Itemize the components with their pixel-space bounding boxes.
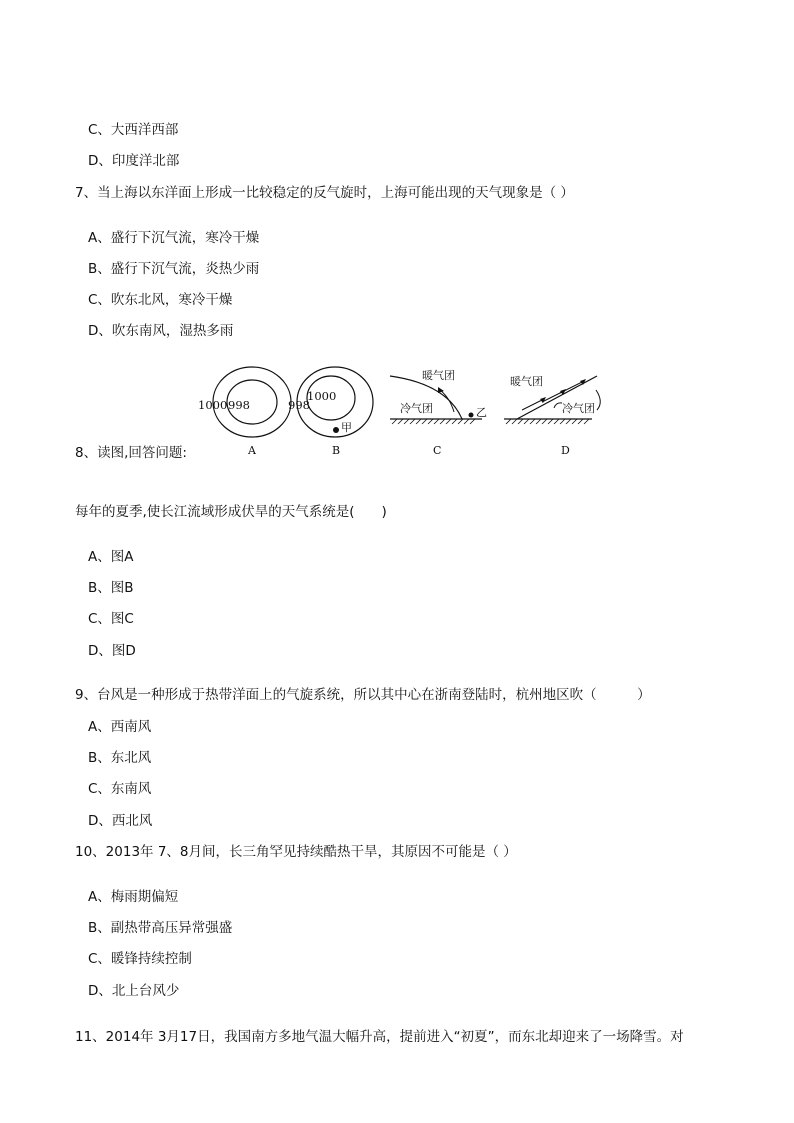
point-jia-dot	[333, 427, 339, 433]
warm-air-arrow-c	[440, 390, 454, 412]
q11-stem: 11、2014年 3月17日，我国南方多地气温大幅升高，提前进入“初夏”，而东北却迎来了一场降雪。对	[75, 1029, 684, 1045]
cold-air-arrow-d-left	[554, 403, 562, 408]
figure-a-label: A	[248, 444, 256, 457]
warm-air-mass-c: 暖气团	[422, 369, 455, 382]
q10-stem: 10、2013年 7、8月间，长三角罕见持续酷热干旱，其原因不可能是（ ）	[75, 844, 517, 860]
q6-option-d: D、印度洋北部	[88, 153, 180, 169]
q7-option-b: B、盛行下沉气流，炎热少雨	[88, 261, 260, 277]
weather-systems-diagram	[192, 362, 622, 462]
q9-option-c: C、东南风	[88, 781, 152, 797]
q9-option-b: B、东北风	[88, 750, 152, 766]
point-yi-dot	[469, 413, 474, 418]
warm-air-arrow-d3	[560, 381, 584, 393]
q9-option-d: D、西北风	[88, 813, 153, 829]
q10-option-a: A、梅雨期偏短	[88, 889, 179, 905]
q8-option-c: C、图C	[88, 611, 134, 627]
figure-a	[198, 367, 291, 457]
figure-d-label: D	[561, 444, 570, 457]
q7-option-d: D、吹东南风，湿热多雨	[88, 323, 234, 339]
q8-option-d: D、图D	[88, 643, 136, 659]
q7-stem: 7、当上海以东洋面上形成一比较稳定的反气旋时，上海可能出现的天气现象是（ ）	[75, 185, 574, 201]
q7-option-a: A、盛行下沉气流，寒冷干燥	[88, 230, 260, 246]
figure-b-label: B	[332, 444, 341, 457]
q10-option-d: D、北上台风少	[88, 983, 180, 999]
cold-air-arrow-d	[596, 390, 600, 410]
warm-air-mass-d: 暖气团	[510, 375, 543, 388]
q8-stem: 8、读图,回答问题:	[75, 445, 187, 461]
figure-c	[390, 368, 487, 457]
q9-option-a: A、西南风	[88, 719, 152, 735]
q8-subquestion: 每年的夏季,使长江流域形成伏旱的天气系统是( )	[75, 504, 387, 520]
weather-systems-figure	[192, 362, 622, 462]
q10-option-b: B、副热带高压异常强盛	[88, 920, 233, 936]
q7-option-c: C、吹东北风，寒冷干燥	[88, 292, 233, 308]
isobar-label-b-outer: 998	[288, 398, 310, 412]
point-jia-label: 甲	[341, 421, 352, 434]
figure-c-label: C	[433, 444, 442, 457]
q9-stem: 9、台风是一种形成于热带洋面上的气旋系统，所以其中心在浙南登陆时，杭州地区吹（ ）	[75, 687, 651, 703]
q8-option-b: B、图B	[88, 580, 134, 596]
isobar-label-b-inner: 1000	[307, 389, 337, 403]
point-yi-label: 乙	[476, 406, 487, 419]
cold-air-mass-c: 冷气团	[400, 402, 433, 415]
q8-option-a: A、图A	[88, 549, 134, 565]
isobar-label-a-inner: 998	[228, 398, 250, 412]
figure-d	[504, 374, 600, 457]
q6-option-c: C、大西洋西部	[88, 122, 179, 138]
warm-air-arrow-d1	[522, 399, 544, 410]
figure-b	[288, 367, 373, 457]
isobar-label-a-outer: 1000	[198, 398, 228, 412]
q10-option-c: C、暖锋持续控制	[88, 951, 192, 967]
cold-air-mass-d: 冷气团	[562, 402, 595, 415]
